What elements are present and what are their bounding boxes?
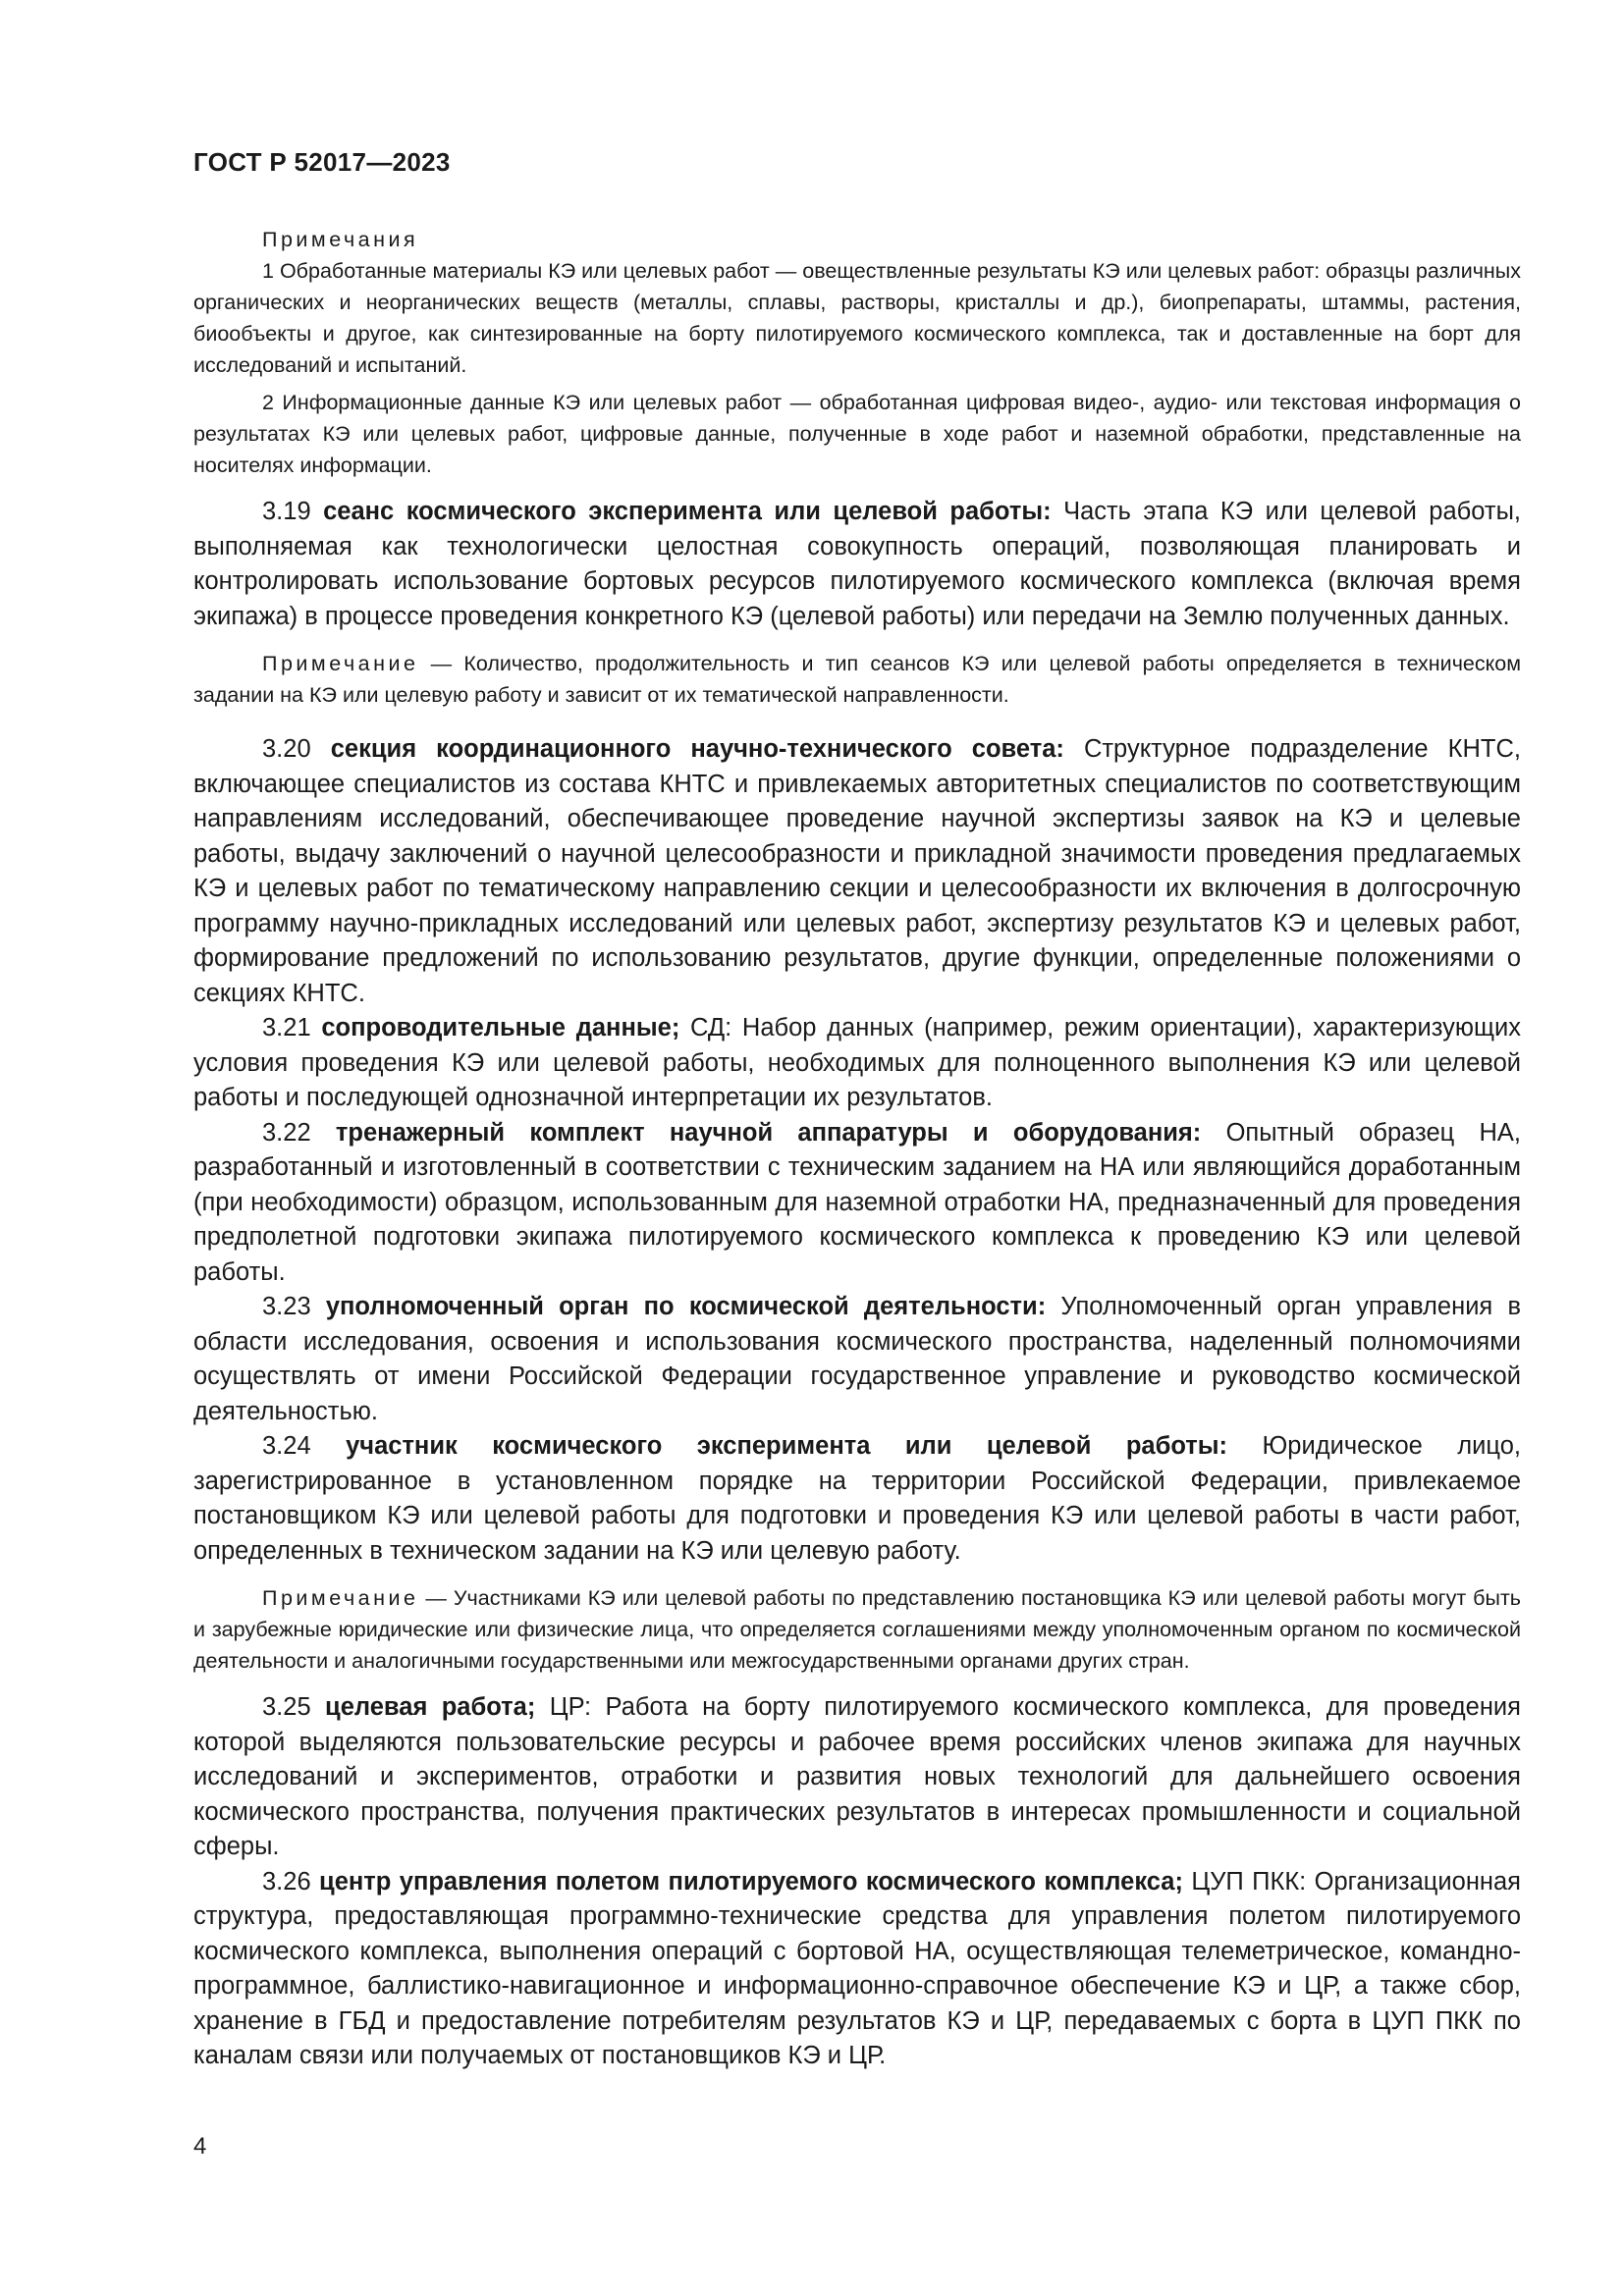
- term-3-22: [193, 1116, 1521, 1291]
- term-number: 3.22: [262, 1118, 336, 1147]
- term-title: уполномоченный орган по космической деятельности:: [325, 1293, 1047, 1320]
- note-item-1: 1 Обработанные материалы КЭ или целевых работ — овеществленные результаты КЭ или целевых работ: образцы различных органических и неорганических веществ (металлы, сплавы, растворы, кристаллы и др.), биопрепараты, штаммы, растения, биообъекты и другое, как синтезированные на борту пилотируемого космического комплекса, так и доставленные на борт для исследований и испытаний.: [193, 259, 1521, 377]
- term-title: секция координационного научно-технического совета:: [330, 735, 1064, 763]
- term-definition: Часть этапа КЭ или целевой работы, выполняемая как технологически целостная совокупность операций, позволяющая планировать и контролировать использование бортовых ресурсов пилотируемого космического комплекса (включая время экипажа) в процессе проведения конкретного КЭ (целевой работы) или передачи на Землю полученных данных.: [193, 498, 1521, 630]
- term-number: 3.20: [262, 735, 331, 763]
- term-number: 3.25: [262, 1693, 326, 1721]
- term-3-21: [193, 1011, 1521, 1116]
- term-number: 3.21: [262, 1014, 322, 1041]
- note-label: Примечание: [262, 1586, 419, 1610]
- term-definition: Уполномоченный орган управления в области исследования, освоения и использования космического пространства, наделенный полномочиями осуществлять от имени Российской Федерации государственное управление и руководство космической деятельностью.: [193, 1293, 1521, 1425]
- term-number: 3.23: [262, 1293, 326, 1320]
- term-title: целевая работа;: [325, 1693, 536, 1721]
- term-3-24: [193, 1429, 1521, 1569]
- note-text: — Участниками КЭ или целевой работы по представлению постановщика КЭ или целевой работы могут быть и зарубежные юридические или физические лица, что определяется соглашениями между уполномоченным органом по космической деятельности и аналогичными государственными или межгосударственными органами других стран.: [193, 1586, 1521, 1673]
- term-3-25: [193, 1690, 1521, 1865]
- term-definition: ЦУП ПКК: Организационная структура, предоставляющая программно-технические средства для управления полетом пилотируемого космического комплекса, выполнения операций с бортовой НА, осуществляющая телеметрическое, командно-программное, баллистико-навигационное и информационно-справочное обеспечение КЭ и ЦР, а также сбор, хранение в ГБД и предоставление потребителям результатов КЭ и ЦР, передаваемых с борта в ЦУП ПКК по каналам связи или получаемых от постановщиков КЭ и ЦР.: [193, 1867, 1521, 2069]
- term-definition: Юридическое лицо, зарегистрированное в установленном порядке на территории Российской Федерации, привлекаемое постановщиком КЭ или целевой работы для подготовки и проведения КЭ или целевой работы в части работ, определенных в техническом задании на КЭ или целевую работу.: [193, 1432, 1522, 1565]
- document-code-header: ГОСТ Р 52017—2023: [193, 147, 451, 177]
- document-body: [193, 224, 1521, 2074]
- note-label: Примечание: [262, 652, 419, 675]
- term-3-26: [193, 1865, 1521, 2074]
- term-title: тренажерный комплект научной аппаратуры и оборудования:: [335, 1118, 1202, 1147]
- term-number: 3.19: [262, 498, 324, 525]
- term-3-20: [193, 732, 1521, 1011]
- term-3-19: [193, 495, 1521, 634]
- note-3-24: [193, 1582, 1521, 1677]
- term-number: 3.24: [262, 1432, 347, 1460]
- term-title: участник космического эксперимента или целевой работы:: [346, 1432, 1228, 1460]
- term-definition: Структурное подразделение КНТС, включающее специалистов из состава КНТС и привлекаемых авторитетных специалистов по соответствующим направлениям исследований, обеспечивающее проведение научной экспертизы заявок на КЭ и целевые работы, выдачу заключений о научной целесообразности и прикладной значимости проведения предлагаемых КЭ и целевых работ по тематическому направлению секции и целесообразности их включения в долгосрочную программу научно-прикладных исследований или целевых работ, экспертизу результатов КЭ и целевых работ, формирование предложений по использованию результатов, другие функции, определенные положениями о секциях КНТС.: [193, 735, 1522, 1007]
- term-title: сеанс космического эксперимента или целевой работы:: [323, 498, 1052, 525]
- page-number: 4: [193, 2133, 207, 2160]
- term-title: сопроводительные данные;: [321, 1014, 680, 1041]
- term-title: центр управления полетом пилотируемого космического комплекса;: [319, 1867, 1183, 1896]
- term-definition: СД: Набор данных (например, режим ориентации), характеризующих условия проведения КЭ или целевой работы, необходимых для полноценного выполнения КЭ или целевой работы и последующей однозначной интерпретации их результатов.: [193, 1014, 1521, 1111]
- note-3-19: [193, 648, 1521, 711]
- term-definition: Опытный образец НА, разработанный и изготовленный в соответствии с техническим заданием на НА или являющийся доработанным (при необходимости) образцом, использованным для наземной отработки НА, предназначенный для проведения предполетной подготовки экипажа пилотируемого космического комплекса к проведению КЭ или целевой работы.: [193, 1118, 1522, 1286]
- note-item-2: 2 Информационные данные КЭ или целевых работ — обработанная цифровая видео-, аудио- или текстовая информация о результатах КЭ или целевых работ, цифровые данные, полученные в ходе работ и наземной обработки, представленные на носителях информации.: [193, 391, 1521, 477]
- notes-heading: Примечания: [262, 228, 419, 251]
- term-3-23: [193, 1290, 1521, 1429]
- term-definition: ЦР: Работа на борту пилотируемого космического комплекса, для проведения которой выделяются пользовательские ресурсы и рабочее время российских членов экипажа для научных исследований и экспериментов, отработки и развития новых технологий для дальнейшего освоения космического пространства, получения практических результатов в интересах промышленности и социальной сферы.: [193, 1693, 1521, 1860]
- note-text: — Количество, продолжительность и тип сеансов КЭ или целевой работы определяется в техническом задании на КЭ или целевую работу и зависит от их тематической направленности.: [193, 652, 1521, 707]
- term-number: 3.26: [262, 1867, 320, 1896]
